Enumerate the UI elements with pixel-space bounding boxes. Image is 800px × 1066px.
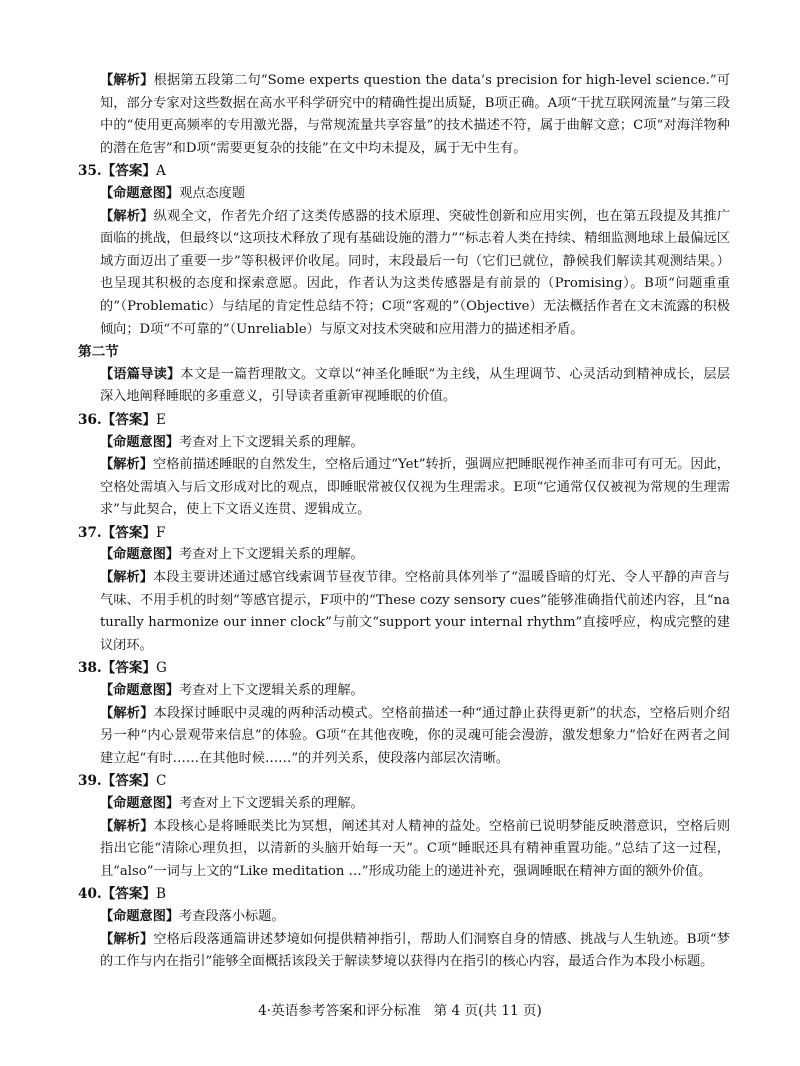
answer-value: C — [156, 773, 167, 790]
answer-value: G — [156, 660, 167, 677]
q35-analysis — [78, 206, 730, 342]
analysis-tag: 【解析】 — [100, 208, 154, 224]
intent-text: 考查对上下文逻辑关系的理解。 — [179, 547, 364, 563]
q40-answer — [78, 883, 730, 906]
analysis-text: 本段核心是将睡眠类比为冥想，阐述其对人精神的益处。空格前已说明梦能反映潜意识，空格后则指出它能“清除心理负担，以清新的头脑开始每一天”。C项“睡眠还具有精神重置功能。”总结了这一过程，且“also”一词与上文的“Like meditation …”形成功能上的递进补充，强调睡眠在精神方面的额外价值。 — [100, 818, 731, 879]
answer-tag: 【答案】 — [101, 411, 157, 428]
answer-value: B — [156, 886, 167, 903]
q34-analysis — [78, 70, 730, 160]
analysis-tag: 【解析】 — [100, 457, 153, 473]
q36-answer — [78, 409, 730, 432]
analysis-text: 纵观全文，作者先介绍了这类传感器的技术原理、突破性创新和应用实例，也在第五段提及其推广面临的挑战，但最终以“这项技术释放了现有基础设施的潜力”“标志着人类在持续、精细监测地球上最偏远区域方面迈出了重要一步”等积极评价收尾。同时，末段最后一句（它们已就位，静候我们解读其观测结果。）也呈现其积极的态度和探索意愿。因此，作者认为这类传感器是有前景的（Promising）。B项“问题重重的”（Problematic）与结尾的肯定性总结不符；C项“客观的”（Objective）无法概括作者在文末流露的积极倾向；D项“不可靠的”（Unreliable）与原文对技术突破和应用潜力的描述相矛盾。 — [100, 208, 731, 337]
q39-answer — [78, 770, 730, 793]
question-number: 36. — [78, 411, 102, 428]
intent-tag: 【命题意图】 — [100, 185, 180, 201]
intent-tag: 【命题意图】 — [100, 547, 180, 563]
intent-text: 考查对上下文逻辑关系的理解。 — [179, 434, 364, 450]
q40-analysis — [78, 929, 730, 974]
passage-guide — [78, 364, 730, 409]
q36-intent — [78, 432, 730, 455]
q35-answer — [78, 160, 730, 183]
q39-intent — [78, 793, 730, 816]
q38-analysis — [78, 703, 730, 771]
question-number: 37. — [78, 524, 102, 541]
intent-text: 考查对上下文逻辑关系的理解。 — [179, 683, 364, 699]
answer-tag: 【答案】 — [101, 660, 157, 677]
analysis-tag: 【解析】 — [100, 73, 154, 88]
intent-tag: 【命题意图】 — [100, 434, 180, 450]
intent-text: 观点态度题 — [179, 185, 246, 201]
q35-intent — [78, 183, 730, 206]
question-number: 39. — [78, 773, 102, 790]
q36-analysis — [78, 454, 730, 522]
q37-intent — [78, 544, 730, 567]
analysis-tag: 【解析】 — [100, 570, 154, 586]
answer-value: F — [156, 524, 166, 541]
analysis-text: 本段探讨睡眠中灵魂的两种活动模式。空格前描述一种“通过静止获得更新”的状态，空格后则介绍另一种“内心景观带来信息”的体验。G项“在其他夜晚，你的灵魂可能会漫游，激发想象力”恰好在两者之间建立起“有时……在其他时候……”的并列关系，使段落内部层次清晰。 — [100, 705, 730, 766]
q37-analysis — [78, 567, 730, 657]
answer-tag: 【答案】 — [101, 886, 157, 903]
analysis-tag: 【解析】 — [100, 705, 154, 721]
analysis-text: 本段主要讲述通过感官线索调节昼夜节律。空格前具体列举了“温暖昏暗的灯光、令人平静的声音与气味、不用手机的时刻”等感官提示，F项中的“These cozy sensory cues”能够准确指代前述内容，且“naturally harmonize our inner clock”与前文“support your internal rhythm”直接呼应，构成完整的建议闭环。 — [100, 570, 730, 653]
q37-answer — [78, 522, 730, 545]
analysis-tag: 【解析】 — [100, 931, 154, 947]
answer-page — [78, 70, 730, 974]
answer-value: A — [156, 163, 166, 180]
answer-tag: 【答案】 — [101, 163, 157, 180]
intent-tag: 【命题意图】 — [100, 908, 180, 924]
intent-text: 考查对上下文逻辑关系的理解。 — [179, 796, 364, 811]
q40-intent — [78, 906, 730, 929]
guide-text: 本文是一篇哲理散文。文章以“神圣化睡眠”为主线，从生理调节、心灵活动到精神成长，层层深入地阐释睡眠的多重意义，引导读者重新审视睡眠的价值。 — [100, 366, 730, 405]
analysis-text: 空格前描述睡眠的自然发生，空格后通过“Yet”转折，强调应把睡眠视作神圣而非可有可无。因此，空格处需填入与后文形成对比的观点，即睡眠常被仅仅视为生理需求。E项“它通常仅仅被视为常规的生理需求”与此契合，使上下文语义连贯、逻辑成立。 — [100, 457, 730, 518]
answer-tag: 【答案】 — [101, 524, 157, 541]
section-title: 第二节 — [78, 344, 119, 361]
intent-text: 考查段落小标题。 — [179, 908, 285, 924]
question-number: 35. — [78, 163, 102, 180]
question-number: 40. — [78, 886, 102, 903]
q39-analysis — [78, 816, 730, 884]
intent-tag: 【命题意图】 — [100, 683, 180, 699]
analysis-text: 根据第五段第二句“Some experts question the data’s precision for high-level science.”可知，部分专家对这些数据在高水平科学研究中的精确性提出质疑，B项正确。A项“干扰互联网流量”与第三段中的“使用更高频率的专用激光器，与常规流量共享容量”的技术描述不符，属于曲解文意；C项“对海洋物种的潜在危害”和D项“需要更复杂的技能”在文中均未提及，属于无中生有。 — [100, 73, 731, 156]
answer-tag: 【答案】 — [101, 773, 157, 790]
q38-intent — [78, 680, 730, 703]
answer-value: E — [156, 411, 166, 428]
intent-tag: 【命题意图】 — [100, 796, 180, 811]
guide-tag: 【语篇导读】 — [100, 366, 181, 382]
analysis-tag: 【解析】 — [100, 818, 154, 834]
page-footer: 4·英语参考答案和评分标准 第 4 页(共 11 页) — [258, 1003, 542, 1019]
question-number: 38. — [78, 660, 102, 677]
q38-answer — [78, 657, 730, 680]
analysis-text: 空格后段落通篇讲述梦境如何提供精神指引，帮助人们洞察自身的情感、挑战与人生轨迹。B项“梦的工作与内在指引”能够全面概括该段关于解读梦境以获得内在指引的核心内容，最适合作为本段小标题。 — [100, 931, 730, 970]
